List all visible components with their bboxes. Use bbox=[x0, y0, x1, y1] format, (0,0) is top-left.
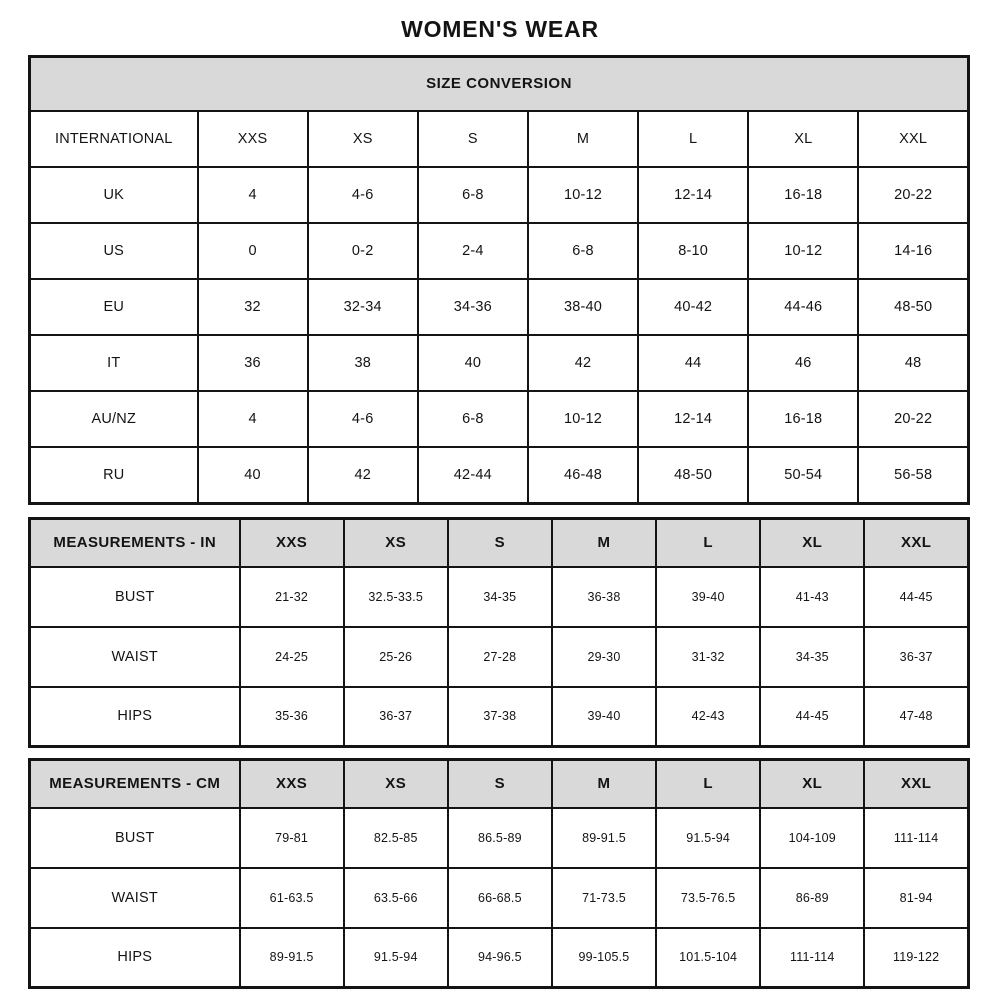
column-header: XXS bbox=[240, 760, 344, 808]
value-cell: 42 bbox=[528, 335, 638, 391]
value-cell: 4 bbox=[198, 391, 308, 447]
row-label: EU bbox=[30, 279, 198, 335]
table-row bbox=[30, 167, 969, 223]
value-cell: 4-6 bbox=[308, 167, 418, 223]
column-header: L bbox=[656, 519, 760, 567]
column-header: XS bbox=[344, 760, 448, 808]
table-row bbox=[30, 447, 969, 503]
value-cell: 94-96.5 bbox=[448, 928, 552, 988]
value-cell: 32 bbox=[198, 279, 308, 335]
value-cell: 47-48 bbox=[864, 687, 968, 747]
table-row bbox=[30, 928, 969, 988]
value-cell: 40 bbox=[198, 447, 308, 503]
value-cell: 111-114 bbox=[864, 808, 968, 868]
column-header: MEASUREMENTS - IN bbox=[30, 519, 240, 567]
value-cell: 39-40 bbox=[656, 567, 760, 627]
value-cell: 16-18 bbox=[748, 167, 858, 223]
column-header: XS bbox=[308, 111, 418, 167]
value-cell: 10-12 bbox=[748, 223, 858, 279]
page-title: WOMEN'S WEAR bbox=[401, 16, 599, 42]
value-cell: 89-91.5 bbox=[240, 928, 344, 988]
value-cell: 48-50 bbox=[858, 279, 968, 335]
column-header-row bbox=[30, 519, 969, 567]
column-header: S bbox=[418, 111, 528, 167]
value-cell: 73.5-76.5 bbox=[656, 868, 760, 928]
value-cell: 6-8 bbox=[418, 391, 528, 447]
size-conversion-table bbox=[28, 55, 970, 505]
column-header: XL bbox=[760, 760, 864, 808]
value-cell: 119-122 bbox=[864, 928, 968, 988]
column-header: XXS bbox=[198, 111, 308, 167]
value-cell: 44-46 bbox=[748, 279, 858, 335]
value-cell: 86.5-89 bbox=[448, 808, 552, 868]
value-cell: 36-38 bbox=[552, 567, 656, 627]
value-cell: 21-32 bbox=[240, 567, 344, 627]
value-cell: 12-14 bbox=[638, 167, 748, 223]
value-cell: 50-54 bbox=[748, 447, 858, 503]
row-label: HIPS bbox=[30, 687, 240, 747]
value-cell: 44-45 bbox=[760, 687, 864, 747]
value-cell: 32-34 bbox=[308, 279, 418, 335]
value-cell: 42-43 bbox=[656, 687, 760, 747]
value-cell: 37-38 bbox=[448, 687, 552, 747]
value-cell: 41-43 bbox=[760, 567, 864, 627]
value-cell: 40 bbox=[418, 335, 528, 391]
row-label: US bbox=[30, 223, 198, 279]
value-cell: 4-6 bbox=[308, 391, 418, 447]
column-header: MEASUREMENTS - CM bbox=[30, 760, 240, 808]
value-cell: 36-37 bbox=[344, 687, 448, 747]
column-header: XXL bbox=[864, 760, 968, 808]
table-row bbox=[30, 687, 969, 747]
row-label: UK bbox=[30, 167, 198, 223]
value-cell: 71-73.5 bbox=[552, 868, 656, 928]
value-cell: 24-25 bbox=[240, 627, 344, 687]
column-header: XXL bbox=[864, 519, 968, 567]
column-header-row bbox=[30, 760, 969, 808]
value-cell: 56-58 bbox=[858, 447, 968, 503]
value-cell: 10-12 bbox=[528, 167, 638, 223]
value-cell: 44 bbox=[638, 335, 748, 391]
value-cell: 39-40 bbox=[552, 687, 656, 747]
table-row bbox=[30, 279, 969, 335]
value-cell: 27-28 bbox=[448, 627, 552, 687]
value-cell: 4 bbox=[198, 167, 308, 223]
value-cell: 42-44 bbox=[418, 447, 528, 503]
value-cell: 0-2 bbox=[308, 223, 418, 279]
column-header: XL bbox=[748, 111, 858, 167]
column-header: XS bbox=[344, 519, 448, 567]
value-cell: 111-114 bbox=[760, 928, 864, 988]
value-cell: 8-10 bbox=[638, 223, 748, 279]
value-cell: 101.5-104 bbox=[656, 928, 760, 988]
column-header: M bbox=[552, 760, 656, 808]
value-cell: 12-14 bbox=[638, 391, 748, 447]
row-label: IT bbox=[30, 335, 198, 391]
measurements-cm-table bbox=[28, 758, 970, 989]
value-cell: 48 bbox=[858, 335, 968, 391]
row-label: RU bbox=[30, 447, 198, 503]
column-header: L bbox=[638, 111, 748, 167]
value-cell: 31-32 bbox=[656, 627, 760, 687]
value-cell: 91.5-94 bbox=[344, 928, 448, 988]
table-row bbox=[30, 335, 969, 391]
row-label: BUST bbox=[30, 808, 240, 868]
value-cell: 66-68.5 bbox=[448, 868, 552, 928]
measurements-in-table bbox=[28, 517, 970, 748]
value-cell: 6-8 bbox=[418, 167, 528, 223]
row-label: HIPS bbox=[30, 928, 240, 988]
value-cell: 46 bbox=[748, 335, 858, 391]
value-cell: 40-42 bbox=[638, 279, 748, 335]
value-cell: 104-109 bbox=[760, 808, 864, 868]
value-cell: 14-16 bbox=[858, 223, 968, 279]
table-row bbox=[30, 391, 969, 447]
column-header: INTERNATIONAL bbox=[30, 111, 198, 167]
table-row bbox=[30, 567, 969, 627]
column-header: M bbox=[552, 519, 656, 567]
value-cell: 34-36 bbox=[418, 279, 528, 335]
value-cell: 34-35 bbox=[760, 627, 864, 687]
value-cell: 20-22 bbox=[858, 167, 968, 223]
row-label: WAIST bbox=[30, 868, 240, 928]
column-header: XL bbox=[760, 519, 864, 567]
value-cell: 38-40 bbox=[528, 279, 638, 335]
table-row bbox=[30, 223, 969, 279]
value-cell: 0 bbox=[198, 223, 308, 279]
row-label: WAIST bbox=[30, 627, 240, 687]
column-header: XXL bbox=[858, 111, 968, 167]
row-label: AU/NZ bbox=[30, 391, 198, 447]
value-cell: 34-35 bbox=[448, 567, 552, 627]
value-cell: 20-22 bbox=[858, 391, 968, 447]
value-cell: 25-26 bbox=[344, 627, 448, 687]
value-cell: 36 bbox=[198, 335, 308, 391]
column-header: S bbox=[448, 760, 552, 808]
value-cell: 16-18 bbox=[748, 391, 858, 447]
value-cell: 32.5-33.5 bbox=[344, 567, 448, 627]
row-label: BUST bbox=[30, 567, 240, 627]
value-cell: 36-37 bbox=[864, 627, 968, 687]
column-header: XXS bbox=[240, 519, 344, 567]
table-title: SIZE CONVERSION bbox=[30, 57, 969, 111]
value-cell: 44-45 bbox=[864, 567, 968, 627]
value-cell: 38 bbox=[308, 335, 418, 391]
column-header: M bbox=[528, 111, 638, 167]
table-row bbox=[30, 868, 969, 928]
value-cell: 89-91.5 bbox=[552, 808, 656, 868]
value-cell: 35-36 bbox=[240, 687, 344, 747]
table-row bbox=[30, 808, 969, 868]
table-row bbox=[30, 627, 969, 687]
value-cell: 46-48 bbox=[528, 447, 638, 503]
value-cell: 63.5-66 bbox=[344, 868, 448, 928]
value-cell: 81-94 bbox=[864, 868, 968, 928]
value-cell: 99-105.5 bbox=[552, 928, 656, 988]
column-header-row bbox=[30, 111, 969, 167]
value-cell: 10-12 bbox=[528, 391, 638, 447]
column-header: S bbox=[448, 519, 552, 567]
value-cell: 29-30 bbox=[552, 627, 656, 687]
value-cell: 6-8 bbox=[528, 223, 638, 279]
value-cell: 86-89 bbox=[760, 868, 864, 928]
value-cell: 79-81 bbox=[240, 808, 344, 868]
value-cell: 42 bbox=[308, 447, 418, 503]
value-cell: 48-50 bbox=[638, 447, 748, 503]
column-header: L bbox=[656, 760, 760, 808]
table-title-row bbox=[30, 57, 969, 111]
value-cell: 2-4 bbox=[418, 223, 528, 279]
value-cell: 61-63.5 bbox=[240, 868, 344, 928]
value-cell: 91.5-94 bbox=[656, 808, 760, 868]
value-cell: 82.5-85 bbox=[344, 808, 448, 868]
